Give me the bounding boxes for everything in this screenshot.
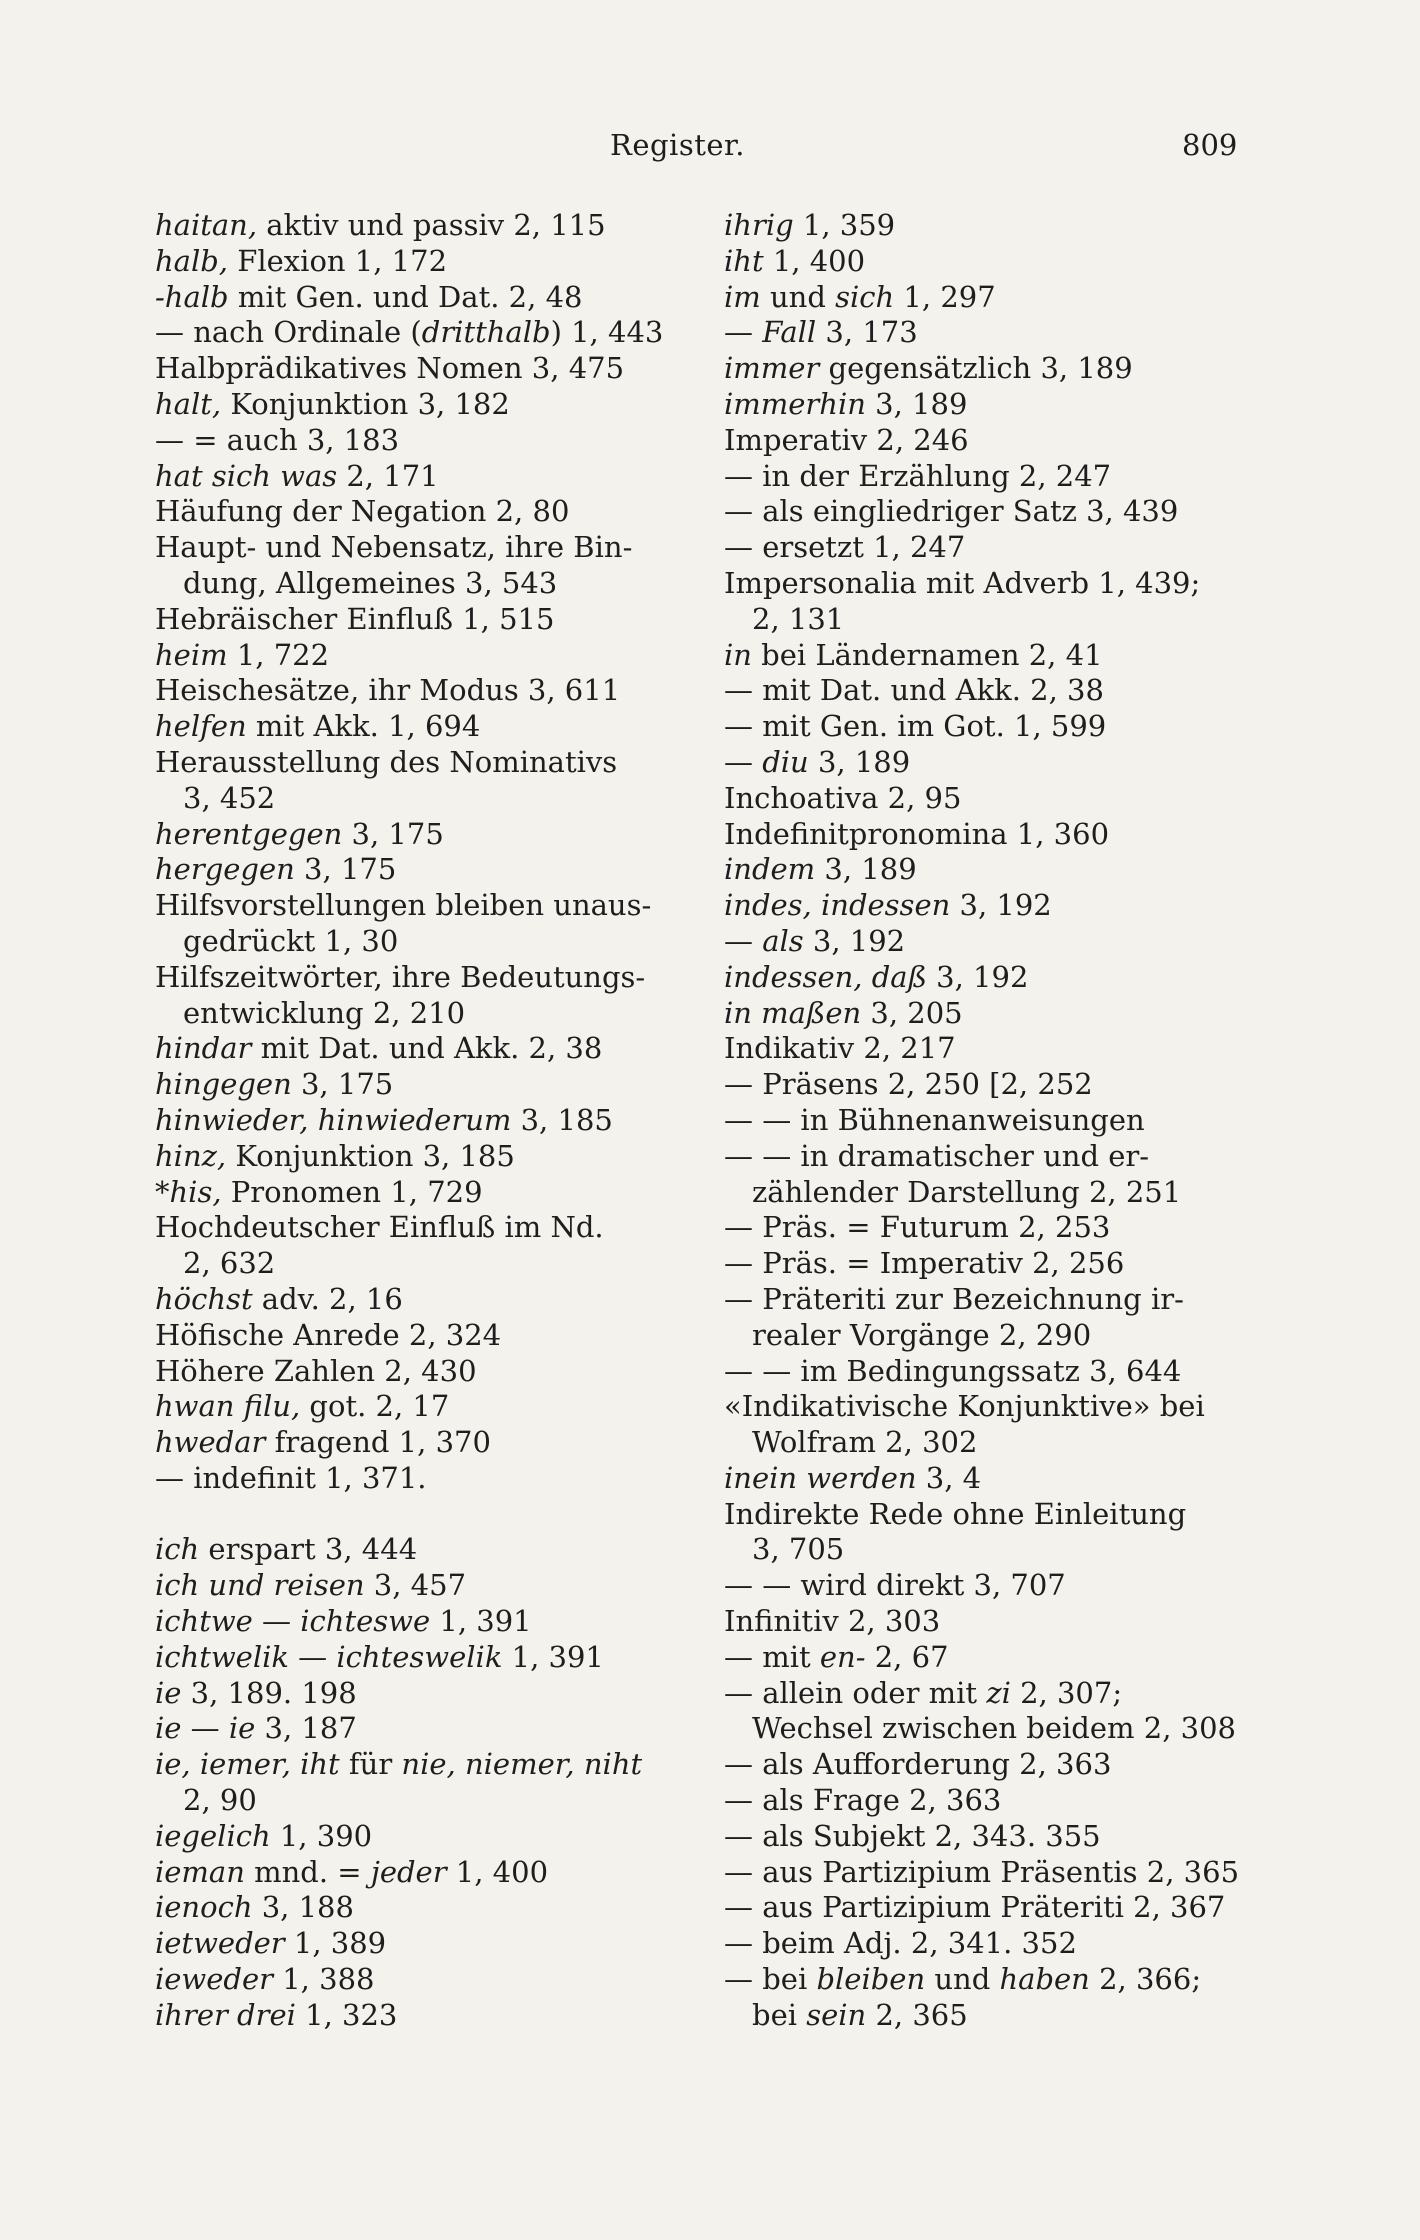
index-entry: [724, 638, 1244, 674]
index-entry: [155, 1425, 675, 1461]
index-text: 2, 67: [865, 1639, 949, 1674]
index-term: halb,: [155, 243, 229, 278]
index-text: — bei: [724, 1962, 817, 1997]
index-entry: [724, 530, 1244, 566]
index-entry: [724, 1354, 1244, 1390]
index-term: als: [762, 923, 804, 958]
index-text: — als eingliedriger Satz 3, 439: [724, 494, 1179, 529]
index-entry: [155, 423, 675, 459]
index-entry: [724, 1747, 1244, 1783]
index-entry: [155, 459, 675, 495]
index-entry: [724, 1890, 1244, 1926]
index-term: jeder: [370, 1854, 447, 1889]
index-text: 3, 175: [291, 1067, 394, 1102]
index-entry: [155, 1747, 675, 1783]
index-text: — als Frage 2, 363: [724, 1783, 1002, 1818]
index-term: indes, indessen: [724, 888, 951, 923]
index-text: Infinitiv 2, 303: [724, 1604, 941, 1639]
index-text: — Präsens 2, 250 [2, 252: [724, 1067, 1093, 1102]
index-entry: [724, 1175, 1244, 1211]
index-term: im: [724, 279, 761, 314]
index-term: haben: [999, 1962, 1090, 1997]
index-term: sich: [835, 279, 895, 314]
left-index-column: [155, 208, 675, 2034]
index-entry: [155, 852, 675, 888]
index-text: mnd. =: [244, 1854, 371, 1889]
index-text: 3, 185: [511, 1102, 613, 1137]
index-entry: [155, 1604, 675, 1640]
index-text: zählender Darstellung 2, 251: [752, 1174, 1182, 1209]
index-entry: [724, 459, 1244, 495]
index-entry: [724, 1711, 1244, 1747]
index-entry: [155, 1210, 675, 1246]
index-entry: [155, 1532, 675, 1568]
index-entry: [724, 888, 1244, 924]
index-text: Höhere Zahlen 2, 430: [155, 1353, 477, 1388]
index-entry: [155, 960, 675, 996]
index-entry: [724, 745, 1244, 781]
index-entry: [155, 1031, 675, 1067]
index-text: 1, 297: [894, 279, 996, 314]
index-entry: [155, 1962, 675, 1998]
index-text: erspart 3, 444: [199, 1532, 418, 1567]
index-entry: [155, 1855, 675, 1891]
index-text: Indefinitpronomina 1, 360: [724, 816, 1110, 851]
index-term: helfen: [155, 709, 247, 744]
index-entry: [155, 996, 675, 1032]
index-text: — — wird direkt 3, 707: [724, 1568, 1066, 1603]
index-entry: [155, 817, 675, 853]
index-text: got. 2, 17: [300, 1389, 450, 1424]
index-text: Imperativ 2, 246: [724, 422, 969, 457]
index-term: -halb: [155, 279, 229, 314]
index-entry: [724, 1210, 1244, 1246]
index-term: immerhin: [724, 386, 866, 421]
index-term: ie: [155, 1675, 182, 1710]
index-text: aktiv und passiv 2, 115: [257, 208, 606, 242]
index-entry: [724, 709, 1244, 745]
index-text: 2, 366;: [1089, 1962, 1202, 1997]
index-text: 1, 323: [295, 1997, 398, 2032]
index-entry: [155, 1067, 675, 1103]
index-entry: [724, 1318, 1244, 1354]
index-text: adv. 2, 16: [252, 1281, 403, 1316]
index-text: Inchoativa 2, 95: [724, 780, 962, 815]
index-text: — als Subjekt 2, 343. 355: [724, 1818, 1101, 1853]
index-text: — beim Adj. 2, 341. 352: [724, 1926, 1077, 1961]
index-text: — indefinit 1, 371.: [155, 1460, 427, 1495]
index-entry: [155, 280, 675, 316]
index-term: hinwieder, hinwiederum: [155, 1102, 512, 1137]
index-text: — — in Bühnenanweisungen: [724, 1102, 1145, 1137]
index-text: — — in dramatischer und er-: [724, 1138, 1150, 1173]
index-text: Indirekte Rede ohne Einleitung: [724, 1496, 1187, 1531]
index-term: haitan,: [155, 208, 258, 242]
index-text: 3, 175: [294, 852, 397, 887]
index-text: Indikativ 2, 217: [724, 1031, 956, 1066]
index-entry: [724, 1031, 1244, 1067]
index-term: ichteswe: [300, 1604, 431, 1639]
index-term: nie, niemer, niht: [401, 1747, 643, 1782]
index-entry: [724, 1103, 1244, 1139]
index-text: entwicklung 2, 210: [183, 995, 466, 1030]
index-term: ietweder: [155, 1926, 285, 1961]
index-term: herentgegen: [155, 816, 343, 851]
index-entry: [724, 566, 1244, 602]
index-term: höchst: [155, 1281, 253, 1316]
index-text: 1, 389: [284, 1926, 387, 1961]
index-text: 1, 359: [793, 208, 896, 242]
index-term: ihrig: [724, 208, 794, 242]
index-entry: [724, 1926, 1244, 1962]
index-text: 3, 187: [255, 1711, 357, 1746]
index-term: ihrer drei: [155, 1997, 296, 2032]
index-entry: [724, 1783, 1244, 1819]
index-text: — — im Bedingungssatz 3, 644: [724, 1353, 1182, 1388]
index-term: indem: [724, 852, 816, 887]
index-entry: [155, 1175, 675, 1211]
index-text: 2, 90: [183, 1783, 257, 1818]
index-text: 3, 457: [364, 1568, 467, 1603]
index-entry: [724, 817, 1244, 853]
index-entry: [155, 1926, 675, 1962]
index-entry: [724, 351, 1244, 387]
index-term: hwedar: [155, 1425, 266, 1460]
index-text: —: [288, 1639, 337, 1674]
index-text: — Präs. = Futurum 2, 253: [724, 1210, 1111, 1245]
index-term: zi: [986, 1675, 1011, 1710]
index-entry: [724, 1532, 1244, 1568]
index-entry: [155, 1819, 675, 1855]
index-text: realer Vorgänge 2, 290: [752, 1317, 1092, 1352]
index-text: — mit Dat. und Akk. 2, 38: [724, 673, 1104, 708]
index-text: Wolfram 2, 302: [752, 1425, 978, 1460]
index-text: 1, 390: [270, 1818, 373, 1853]
index-text: —: [181, 1711, 229, 1746]
index-text: Konjunktion 3, 182: [221, 386, 510, 421]
index-text: Halbprädikatives Nomen 3, 475: [155, 351, 625, 386]
index-entry: [724, 602, 1244, 638]
index-entry: [724, 208, 1244, 244]
index-text: — mit: [724, 1639, 820, 1674]
index-text: — als Aufforderung 2, 363: [724, 1747, 1112, 1782]
index-text: bei: [752, 1997, 807, 2032]
index-text: fragend 1, 370: [265, 1425, 491, 1460]
index-text: 3, 4: [916, 1460, 982, 1495]
index-entry: [724, 1139, 1244, 1175]
page-number: 809: [1182, 128, 1238, 162]
index-term: ie: [155, 1711, 182, 1746]
index-term: hergegen: [155, 852, 295, 887]
index-entry: [155, 1318, 675, 1354]
index-term: hinz,: [155, 1138, 227, 1173]
index-entry: [724, 1389, 1244, 1425]
index-gap: [155, 1497, 675, 1533]
index-entry: [155, 566, 675, 602]
index-entry: [155, 1103, 675, 1139]
index-text: 1, 722: [227, 637, 330, 672]
index-term: halt,: [155, 386, 222, 421]
index-text: 3, 189. 198: [181, 1675, 357, 1710]
index-term: *his,: [155, 1174, 222, 1209]
index-entry: [724, 280, 1244, 316]
index-entry: [724, 1962, 1244, 1998]
index-text: — = auch 3, 183: [155, 422, 400, 457]
index-text: 3, 189: [808, 744, 911, 779]
index-term: en-: [819, 1639, 866, 1674]
index-text: — allein oder mit: [724, 1675, 987, 1710]
index-text: Konjunktion 3, 185: [226, 1138, 515, 1173]
index-text: 2, 171: [337, 458, 439, 493]
index-entry: [155, 1246, 675, 1282]
index-entry: [155, 208, 675, 244]
index-entry: [724, 1568, 1244, 1604]
index-term: in: [724, 637, 752, 672]
index-entry: [155, 602, 675, 638]
index-text: 3, 192: [803, 923, 906, 958]
index-entry: [155, 638, 675, 674]
index-entry: [724, 996, 1244, 1032]
index-term: iegelich: [155, 1818, 271, 1853]
index-entry: [724, 1676, 1244, 1712]
index-text: und: [925, 1962, 1000, 1997]
index-entry: [724, 924, 1244, 960]
page-header: [0, 128, 1420, 168]
index-text: 1, 391: [430, 1604, 532, 1639]
index-text: ) 1, 443: [550, 315, 664, 350]
index-entry: [155, 315, 675, 351]
index-text: Häufung der Negation 2, 80: [155, 494, 570, 529]
index-term: ichtwelik: [155, 1639, 289, 1674]
index-text: Flexion 1, 172: [228, 243, 448, 278]
index-text: 3, 188: [252, 1890, 354, 1925]
index-text: 2, 307;: [1010, 1675, 1123, 1710]
index-text: — Präs. = Imperativ 2, 256: [724, 1246, 1125, 1281]
running-head: Register.: [610, 128, 745, 162]
index-term: sein: [806, 1997, 867, 2032]
index-text: mit Akk. 1, 694: [246, 709, 481, 744]
index-term: ich und reisen: [155, 1568, 365, 1603]
index-text: Hebräischer Einfluß 1, 515: [155, 601, 555, 636]
index-entry: [155, 1354, 675, 1390]
index-text: mit Dat. und Akk. 2, 38: [251, 1031, 603, 1066]
index-entry: [155, 1568, 675, 1604]
index-term: iht: [724, 243, 764, 278]
index-entry: [155, 781, 675, 817]
index-text: Impersonalia mit Adverb 1, 439;: [724, 565, 1201, 600]
index-term: Fall: [762, 315, 817, 350]
index-term: hindar: [155, 1031, 252, 1066]
index-entry: [724, 673, 1244, 709]
index-text: — ersetzt 1, 247: [724, 530, 966, 565]
index-entry: [724, 1640, 1244, 1676]
index-entry: [155, 530, 675, 566]
index-term: ichtwe: [155, 1604, 253, 1639]
index-text: —: [724, 744, 763, 779]
index-entry: [724, 423, 1244, 459]
index-entry: [724, 1497, 1244, 1533]
index-term: immer: [724, 351, 820, 386]
index-text: und: [760, 279, 836, 314]
index-entry: [155, 924, 675, 960]
index-term: ie: [228, 1711, 256, 1746]
index-entry: [724, 1604, 1244, 1640]
index-entry: [155, 351, 675, 387]
index-entry: [155, 1676, 675, 1712]
index-term: ie, iemer, iht: [155, 1747, 340, 1782]
index-text: 3, 173: [816, 315, 918, 350]
index-text: Heischesätze, ihr Modus 3, 611: [155, 673, 621, 708]
index-term: dritthalb: [421, 315, 551, 350]
index-text: 3, 192: [926, 959, 1029, 994]
index-text: 1, 400: [763, 243, 866, 278]
index-entry: [724, 315, 1244, 351]
index-term: ich: [155, 1532, 200, 1567]
index-text: dung, Allgemeines 3, 543: [183, 565, 558, 600]
index-term: ieman: [155, 1854, 245, 1889]
index-entry: [724, 1819, 1244, 1855]
index-term: diu: [762, 744, 809, 779]
index-text: — mit Gen. im Got. 1, 599: [724, 709, 1107, 744]
index-text: 1, 391: [502, 1639, 604, 1674]
index-text: 3, 189: [865, 386, 968, 421]
index-entry: [724, 244, 1244, 280]
index-text: —: [724, 923, 763, 958]
index-text: für: [339, 1747, 402, 1782]
index-text: gegensätzlich 3, 189: [819, 351, 1133, 386]
index-text: 2, 365: [866, 1997, 968, 2032]
index-text: 3, 192: [950, 888, 1052, 923]
index-text: gedrückt 1, 30: [183, 923, 399, 958]
index-term: hwan filu,: [155, 1389, 301, 1424]
index-text: 2, 632: [183, 1246, 276, 1281]
index-text: mit Gen. und Dat. 2, 48: [228, 279, 583, 314]
index-text: bei Ländernamen 2, 41: [751, 637, 1103, 672]
index-text: —: [252, 1604, 301, 1639]
index-entry: [155, 244, 675, 280]
index-entry: [724, 1998, 1244, 2034]
index-text: Hilfsvorstellungen bleiben unaus-: [155, 888, 652, 923]
index-text: 1, 388: [273, 1962, 375, 1997]
index-term: indessen, daß: [724, 959, 927, 994]
index-entry: [724, 1461, 1244, 1497]
index-text: 3, 452: [183, 780, 276, 815]
index-text: — in der Erzählung 2, 247: [724, 458, 1112, 493]
index-text: Hochdeutscher Einfluß im Nd.: [155, 1210, 604, 1245]
index-entry: [155, 673, 675, 709]
index-text: «Indikativische Konjunktive» bei: [724, 1389, 1205, 1424]
index-entry: [724, 960, 1244, 996]
index-text: — Präteriti zur Bezeichnung ir-: [724, 1281, 1184, 1316]
index-text: Herausstellung des Nominativs: [155, 744, 618, 779]
index-term: ienoch: [155, 1890, 253, 1925]
index-term: in maßen: [724, 995, 862, 1030]
index-entry: [724, 1067, 1244, 1103]
index-text: Hilfszeitwörter, ihre Bedeutungs-: [155, 959, 646, 994]
index-text: 3, 175: [342, 816, 444, 851]
index-term: heim: [155, 637, 228, 672]
index-entry: [155, 1461, 675, 1497]
index-term: ieweder: [155, 1962, 274, 1997]
index-term: bleiben: [816, 1962, 926, 1997]
index-entry: [155, 1998, 675, 2034]
index-entry: [155, 888, 675, 924]
index-term: hingegen: [155, 1067, 292, 1102]
index-text: 1, 400: [446, 1854, 549, 1889]
index-entry: [724, 1282, 1244, 1318]
index-text: Höfische Anrede 2, 324: [155, 1317, 502, 1352]
index-text: Pronomen 1, 729: [221, 1174, 483, 1209]
index-text: Wechsel zwischen beidem 2, 308: [752, 1711, 1236, 1746]
index-entry: [724, 781, 1244, 817]
index-text: — aus Partizipium Präteriti 2, 367: [724, 1890, 1226, 1925]
index-entry: [724, 387, 1244, 423]
index-text: 3, 705: [752, 1532, 845, 1567]
index-term: inein werden: [724, 1460, 917, 1495]
index-entry: [155, 1389, 675, 1425]
index-text: Haupt- und Nebensatz, ihre Bin-: [155, 530, 633, 565]
index-text: —: [724, 315, 763, 350]
index-text: — nach Ordinale (: [155, 315, 422, 350]
index-entry: [155, 387, 675, 423]
index-entry: [724, 852, 1244, 888]
index-entry: [155, 1139, 675, 1175]
index-text: 3, 205: [861, 995, 963, 1030]
index-text: 2, 131: [752, 601, 845, 636]
index-term: hat sich was: [155, 458, 338, 493]
index-entry: [724, 494, 1244, 530]
right-index-column: [724, 208, 1244, 2034]
index-entry: [724, 1425, 1244, 1461]
index-entry: [724, 1246, 1244, 1282]
index-entry: [155, 1890, 675, 1926]
index-entry: [155, 709, 675, 745]
index-text: — aus Partizipium Präsentis 2, 365: [724, 1854, 1240, 1889]
index-entry: [155, 1640, 675, 1676]
index-term: ichteswelik: [336, 1639, 503, 1674]
index-entry: [155, 1783, 675, 1819]
index-entry: [155, 1282, 675, 1318]
index-entry: [155, 1711, 675, 1747]
index-entry: [724, 1855, 1244, 1891]
index-entry: [155, 494, 675, 530]
index-entry: [155, 745, 675, 781]
index-text: 3, 189: [815, 852, 917, 887]
